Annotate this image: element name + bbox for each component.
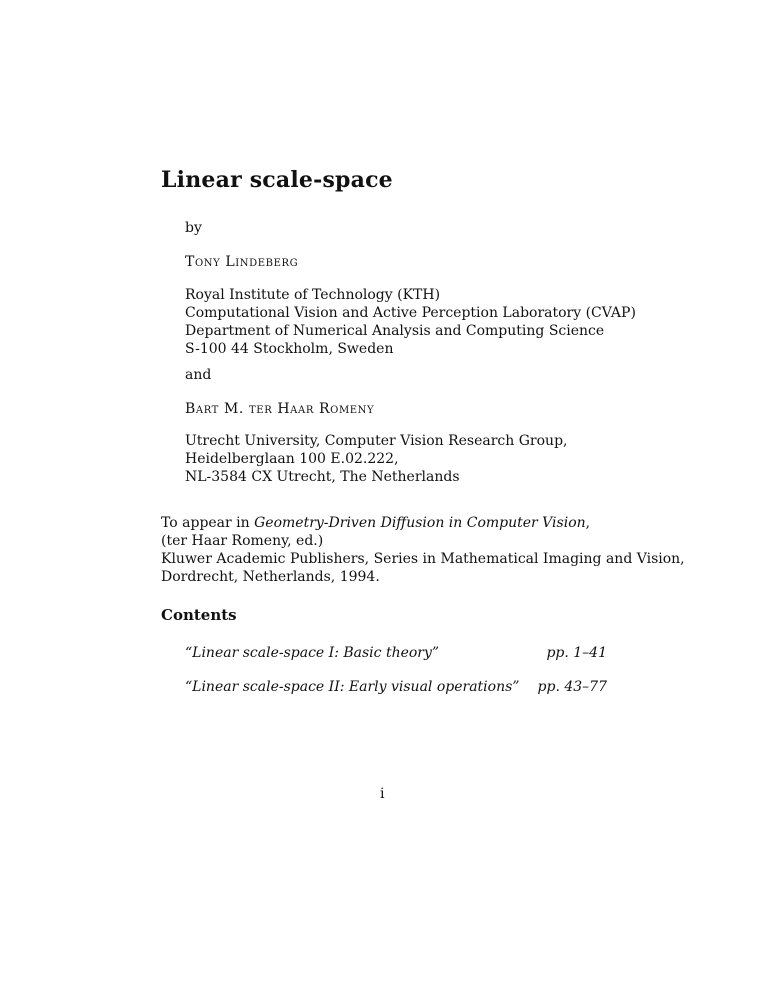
by-text: by bbox=[185, 220, 202, 236]
affiliation-line: Utrecht University, Computer Vision Research Group, bbox=[185, 433, 568, 449]
paper-title: Linear scale-space bbox=[161, 167, 393, 193]
publication-prefix: To appear in bbox=[161, 515, 255, 531]
and-text: and bbox=[185, 367, 212, 383]
author2-name: Bart M. ter Haar Romeny bbox=[185, 401, 375, 417]
publication-line: (ter Haar Romeny, ed.) bbox=[161, 533, 324, 549]
by-line bbox=[185, 219, 202, 237]
affiliation-line: Department of Numerical Analysis and Computing Science bbox=[185, 323, 605, 339]
toc-entry-title: “Linear scale-space II: Early visual operations” bbox=[185, 679, 520, 695]
affiliation-line: Heidelberglaan 100 E.02.222, bbox=[185, 451, 399, 467]
page-number: i bbox=[380, 786, 385, 802]
affiliation-line: Royal Institute of Technology (KTH) bbox=[185, 287, 441, 303]
toc-entry-title: “Linear scale-space I: Basic theory” bbox=[185, 645, 440, 661]
book-title: Geometry-Driven Diffusion in Computer Vision bbox=[254, 515, 586, 531]
affiliation-line: Computational Vision and Active Perception Laboratory (CVAP) bbox=[185, 305, 636, 321]
author2-affiliation bbox=[185, 432, 567, 486]
author1-name-block bbox=[185, 253, 298, 271]
toc-entry bbox=[185, 645, 607, 661]
toc-entry-pages: pp. 43–77 bbox=[537, 679, 607, 695]
toc-entry bbox=[185, 679, 607, 695]
affiliation-line: NL-3584 CX Utrecht, The Netherlands bbox=[185, 469, 460, 485]
toc-entry-pages: pp. 1–41 bbox=[546, 645, 607, 661]
and-line bbox=[185, 366, 211, 384]
publication-line: Dordrecht, Netherlands, 1994. bbox=[161, 569, 380, 585]
author2-name-block bbox=[185, 400, 374, 418]
author1-affiliation bbox=[185, 286, 636, 358]
publication-line: Kluwer Academic Publishers, Series in Mathematical Imaging and Vision, bbox=[161, 551, 685, 567]
affiliation-line: S-100 44 Stockholm, Sweden bbox=[185, 341, 394, 357]
publication-note bbox=[161, 514, 685, 586]
publication-first-line bbox=[161, 514, 685, 532]
author1-name: Tony Lindeberg bbox=[185, 254, 299, 270]
publication-suffix: , bbox=[585, 515, 591, 531]
contents-heading: Contents bbox=[161, 606, 237, 624]
